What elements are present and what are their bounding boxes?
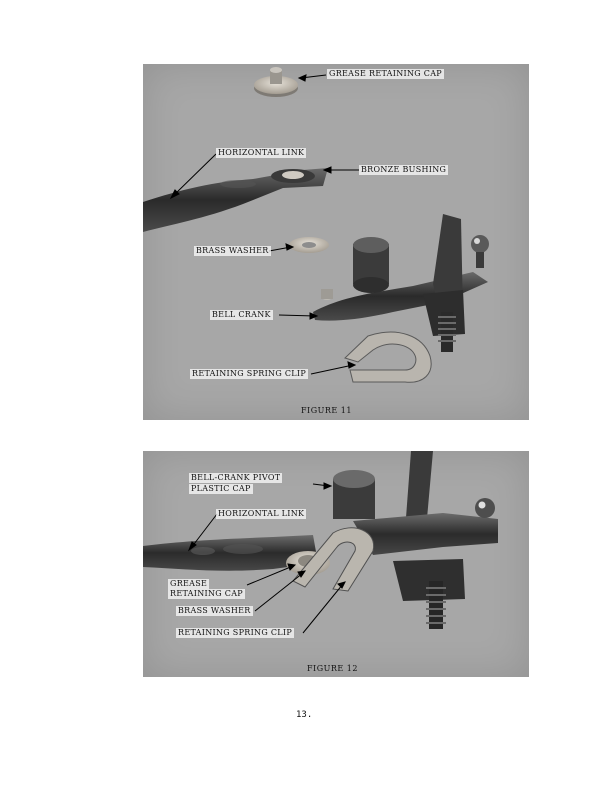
retaining-spring-clip-label: RETAINING SPRING CLIP: [178, 628, 293, 637]
brass-washer-label: BRASS WASHER: [178, 606, 251, 615]
bell-crank-label: BELL CRANK: [212, 310, 271, 319]
figure-11-photo: [143, 64, 529, 420]
grease-retaining-cap-label-line1: GREASE: [170, 579, 208, 588]
figure-11-caption: FIGURE 11: [301, 406, 352, 415]
horizontal-link-label: HORIZONTAL LINK: [218, 148, 305, 157]
retaining-spring-clip-label: RETAINING SPRING CLIP: [192, 369, 307, 378]
bell-crank-pivot-cap-label-line1: BELL-CRANK PIVOT: [191, 473, 281, 482]
bronze-bushing-label: BRONZE BUSHING: [361, 165, 447, 174]
figure-12-caption: FIGURE 12: [307, 664, 358, 673]
grease-retaining-cap-label-line2: RETAINING CAP: [170, 589, 243, 598]
bell-crank-pivot-cap-label-line2: PLASTIC CAP: [191, 484, 251, 493]
page-number: 13.: [296, 710, 313, 720]
horizontal-link-label: HORIZONTAL LINK: [218, 509, 305, 518]
grease-retaining-cap-label: GREASE RETAINING CAP: [329, 69, 442, 78]
brass-washer-label: BRASS WASHER: [196, 246, 269, 255]
figure-12-photo: [143, 451, 529, 677]
figure-11-parts-illustration: [143, 64, 529, 420]
